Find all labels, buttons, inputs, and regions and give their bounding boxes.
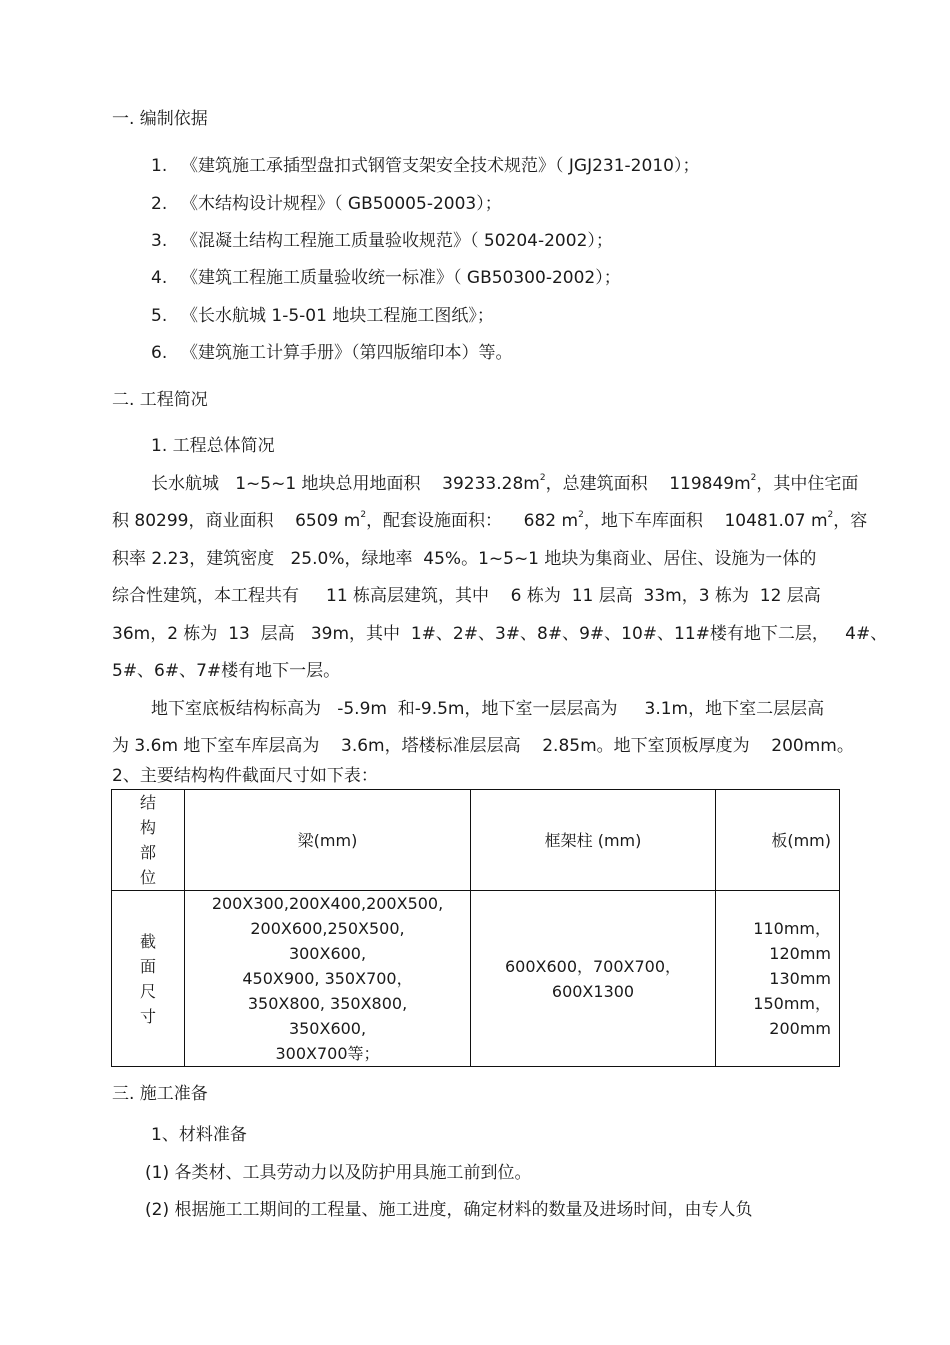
slab-size: 110mm， xyxy=(753,919,831,938)
superscript: 2 xyxy=(578,510,584,520)
overview-paragraph-line-2 xyxy=(112,510,867,532)
slab-sizes-cell xyxy=(716,891,840,1067)
item-number: 5. xyxy=(151,306,168,326)
structure-part-header xyxy=(112,790,185,891)
item-text: 《建筑工程施工质量验收统一标准》（ GB50300-2002）； xyxy=(181,268,621,288)
beam-size: 350X600, xyxy=(288,1019,367,1038)
header-char: 结 xyxy=(139,793,156,812)
header-char: 位 xyxy=(139,868,156,887)
beam-column-header: 梁(mm) xyxy=(185,790,471,891)
beam-size: 450X900, 350X700， xyxy=(242,969,413,988)
section-2-title: 二. 工程简况 xyxy=(112,390,208,410)
row-char: 尺 xyxy=(139,981,156,1001)
text-segment: ，容 xyxy=(833,511,868,531)
text-segment: 长水航城 1~5~1 地块总用地面积 39233.28m xyxy=(151,474,540,494)
overview-paragraph-line-6: 5#、6#、7#楼有地下一层。 xyxy=(112,661,341,681)
slab-size: 200mm xyxy=(769,1019,831,1038)
beam-size: 200X300,200X400,200X500, xyxy=(211,894,444,913)
section-3-title: 三. 施工准备 xyxy=(112,1084,208,1104)
slab-size: 150mm， xyxy=(753,994,831,1013)
section-size-row-label xyxy=(112,891,185,1067)
overview-paragraph-line-5: 36m，2 栋为 13 层高 39m，其中 1#、2#、3#、8#、9#、10#、11#楼有地下二层， 4#、 xyxy=(112,624,888,644)
row-char: 面 xyxy=(139,956,156,976)
reference-item-6 xyxy=(151,342,513,364)
overview-paragraph-line-4: 综合性建筑，本工程共有 11 栋高层建筑，其中 6 栋为 11 层高 33m，3 栋为 12 层高 xyxy=(112,586,821,606)
overview-paragraph-line-1 xyxy=(151,473,858,495)
table-row xyxy=(112,891,840,1067)
frame-column-header: 框架柱 (mm) xyxy=(471,790,716,891)
subsection-materials-title: 1、材料准备 xyxy=(151,1125,247,1145)
section-size-table xyxy=(111,789,840,1067)
subsection-section-sizes-title: 2、主要结构构件截面尺寸如下表： xyxy=(112,766,378,786)
item-text: 《建筑施工承插型盘扣式钢管支架安全技术规范》（ JGJ231-2010）； xyxy=(181,156,700,176)
subsection-overview-title: 1. 工程总体简况 xyxy=(151,436,275,456)
beam-sizes-cell xyxy=(185,891,471,1067)
item-text: 《混凝土结构工程施工质量验收规范》（ 50204-2002）； xyxy=(181,231,613,251)
text-segment: 积 80299，商业面积 6509 m xyxy=(112,511,361,531)
item-number: 6. xyxy=(151,343,168,363)
materials-item-2: (2) 根据施工工期间的工程量、施工进度，确定材料的数量及进场时间，由专人负 xyxy=(145,1200,753,1220)
item-text: 《长水航城 1-5-01 地块工程施工图纸》； xyxy=(181,306,494,326)
text-segment: ，其中住宅面 xyxy=(756,474,859,494)
beam-size: 200X600,250X500, xyxy=(250,919,405,938)
column-size: 600X600，700X700， xyxy=(504,956,682,976)
section-1-title: 一. 编制依据 xyxy=(112,109,208,129)
text-segment: ，总建筑面积 119849m xyxy=(545,474,751,494)
basement-paragraph-line-1: 地下室底板结构标高为 -5.9m 和-9.5m，地下室一层层高为 3.1m，地下室二层层高 xyxy=(151,699,825,719)
column-size: 600X1300 xyxy=(551,981,635,1001)
header-char: 部 xyxy=(139,843,156,862)
slab-size: 120mm xyxy=(769,944,831,963)
beam-size: 300X600, xyxy=(288,944,367,963)
overview-paragraph-line-3: 积率 2.23，建筑密度 25.0%，绿地率 45%。1~5~1 地块为集商业、居住、设施为一体的 xyxy=(112,549,817,569)
reference-item-1 xyxy=(151,155,699,177)
superscript: 2 xyxy=(539,473,546,483)
item-text: 《建筑施工计算手册》（第四版缩印本）等。 xyxy=(181,343,513,363)
basement-paragraph-line-2: 为 3.6m 地下室车库层高为 3.6m，塔楼标准层层高 2.85m。地下室顶板厚度为 200mm。 xyxy=(112,736,854,756)
item-number: 4. xyxy=(151,268,168,288)
reference-item-5 xyxy=(151,305,494,327)
slab-size: 130mm xyxy=(769,969,831,988)
row-char: 截 xyxy=(139,931,156,951)
text-segment: ，地下车库面积 10481.07 m xyxy=(583,511,828,531)
beam-size: 350X800, 350X800, xyxy=(247,994,408,1013)
item-number: 2. xyxy=(151,194,168,214)
column-sizes-cell xyxy=(471,891,716,1067)
reference-item-4 xyxy=(151,267,621,289)
item-number: 1. xyxy=(151,156,168,176)
slab-column-header: 板(mm) xyxy=(716,790,840,891)
table-header-row xyxy=(112,790,840,891)
superscript: 2 xyxy=(360,510,367,520)
reference-item-2 xyxy=(151,193,502,215)
superscript: 2 xyxy=(827,510,834,520)
text-segment: ，配套设施面积： 682 m xyxy=(366,511,579,531)
row-char: 寸 xyxy=(139,1006,156,1026)
item-number: 3. xyxy=(151,231,168,251)
reference-item-3 xyxy=(151,230,613,252)
beam-size: 300X700等； xyxy=(275,1044,380,1063)
superscript: 2 xyxy=(750,473,757,483)
header-char: 构 xyxy=(139,818,156,837)
item-text: 《木结构设计规程》（ GB50005-2003）； xyxy=(181,194,502,214)
materials-item-1: (1) 各类材、工具劳动力以及防护用具施工前到位。 xyxy=(145,1163,532,1183)
